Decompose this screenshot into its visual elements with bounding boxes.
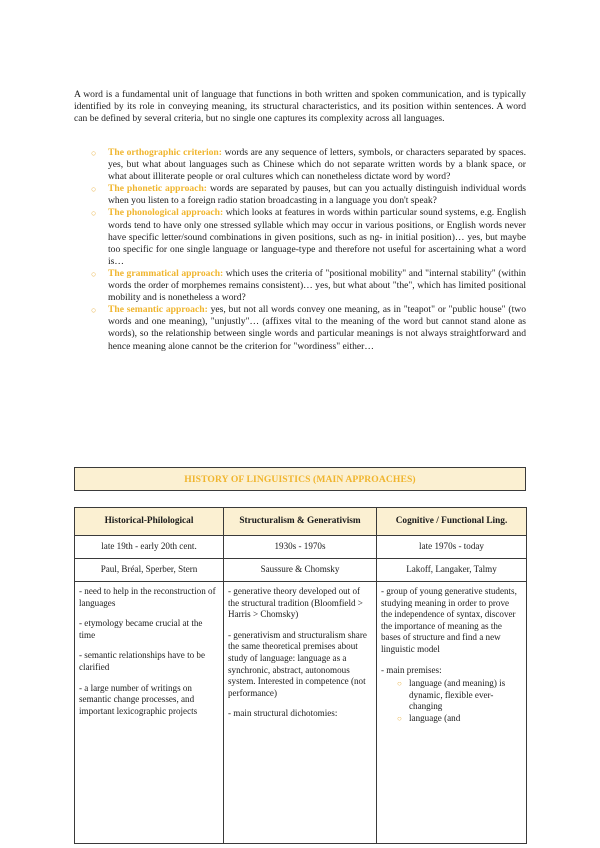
intro-paragraph: A word is a fundamental unit of language that functions in both written and spoken communication, and is typically identified by its role in conveying meaning, its structural characteristics, and its position within sentences. A word can be defined by several criteria, but no single one captures its complexity across all languages. [74,89,526,125]
period-cell: late 19th - early 20th cent. [75,536,224,559]
criterion-text: words are any sequence of letters, symbols, or characters separated by spaces. yes, but what about languages such as Chinese which do not separate written words by a blank space, or what about illiterate people or oral cultures which can nonetheless dictate word by word? [108,147,526,183]
bullet-icon: ○ [91,184,97,195]
period-cell: late 1970s - today [377,536,527,559]
cell-paragraph: - main premises: [381,664,442,675]
cell-paragraph: - group of young generative students, studying meaning in order to prove the independence of syntax, discover the importance of meaning as the bases of structure and find a new linguistic model [381,586,517,654]
history-banner [74,467,526,491]
bullet-icon: ○ [91,268,97,279]
criterion-term: The grammatical approach: [108,267,224,279]
bullet-icon: ○ [91,208,97,219]
cell-paragraph: - semantic relationships have to be clarified [79,650,206,672]
history-title: HISTORY OF LINGUISTICS (MAIN APPROACHES) [184,473,416,485]
cell-paragraph: - need to help in the reconstruction of languages [79,586,216,608]
cell-paragraph: - etymology became crucial at the time [79,618,203,640]
cell-paragraph: - main structural dichotomies: [228,708,338,719]
scholars-row [75,559,527,582]
content-cell-cognitive [377,582,527,844]
criterion-text: which looks at features in words within particular sound systems, e.g. English words tend to have only one stressed syllable which may occur in various positions, or English words never have specific letter/sound combinations in given positions, such as ng- in initial position)… yes, but maybe too specific for one single language or language-type and therefore not useful for ascertaining what a word is… [108,207,526,267]
header-cognitive: Cognitive / Functional Ling. [377,508,527,536]
premise-item [397,713,522,725]
header-structuralism: Structuralism & Generativism [224,508,377,536]
content-cell-structuralism [224,582,377,844]
bullet-icon: ○ [397,713,402,723]
premises-list [381,678,522,724]
period-row [75,536,527,559]
approaches-table [74,507,527,844]
bullet-icon: ○ [91,148,97,158]
criterion-phonetic [74,183,526,207]
table-header-row [75,508,527,536]
scholars-cell: Saussure & Chomsky [224,559,377,582]
content-cell-historical [75,582,224,844]
word-criteria-list [74,147,526,353]
criterion-grammatical [74,268,526,304]
cell-paragraph: - generativism and structuralism share the same theoretical premises about study of language: language as a synchronic, abstract, autonomous system. Interested in competence (not performance) [228,629,367,698]
cell-paragraph: - a large number of writings on semantic change processes, and important lexicographic projects [79,682,198,716]
criterion-semantic [74,304,526,352]
period-cell: 1930s - 1970s [224,536,377,559]
criterion-term: The phonetic approach: [108,183,207,195]
criterion-term: The semantic approach: [108,304,208,316]
scholars-cell: Lakoff, Langaker, Talmy [377,559,527,582]
criterion-term: The phonological approach: [108,207,224,219]
bullet-icon: ○ [397,679,402,689]
criterion-text: which uses the criteria of "positional mobility" and "internal stability" (within words the order of morphemes remains consistent)… yes, but what about "the", which has limited positional mobility and is nonetheless a word? [108,267,526,304]
content-row [75,582,527,844]
criterion-phonological [74,207,526,267]
bullet-icon: ○ [91,305,97,316]
premise-text: language (and [409,712,461,723]
header-historical: Historical-Philological [75,508,224,536]
scholars-cell: Paul, Bréal, Sperber, Stern [75,559,224,582]
premise-item [397,678,522,713]
criterion-term: The orthographic criterion: [108,147,222,158]
cell-paragraph: - generative theory developed out of the structural tradition (Bloomfield > Harris > Chomsky) [228,586,363,620]
criterion-text: yes, but not all words convey one meaning, as in "teapot" or "public house" (two words and one meaning), "unjustly"… (affixes vital to the meaning of the word but cannot stand alone as words), so the relationship between single words and particular meanings is not always straightforward and hence meaning alone cannot be the criterion for "wordiness" either… [108,304,526,352]
criterion-orthographic [74,147,526,183]
premise-text: language (and meaning) is dynamic, flexible ever-changing [409,678,506,712]
criterion-text: words are separated by pauses, but can you actually distinguish individual words when you listen to a foreign radio station broadcasting in a language you don't speak? [108,183,527,207]
